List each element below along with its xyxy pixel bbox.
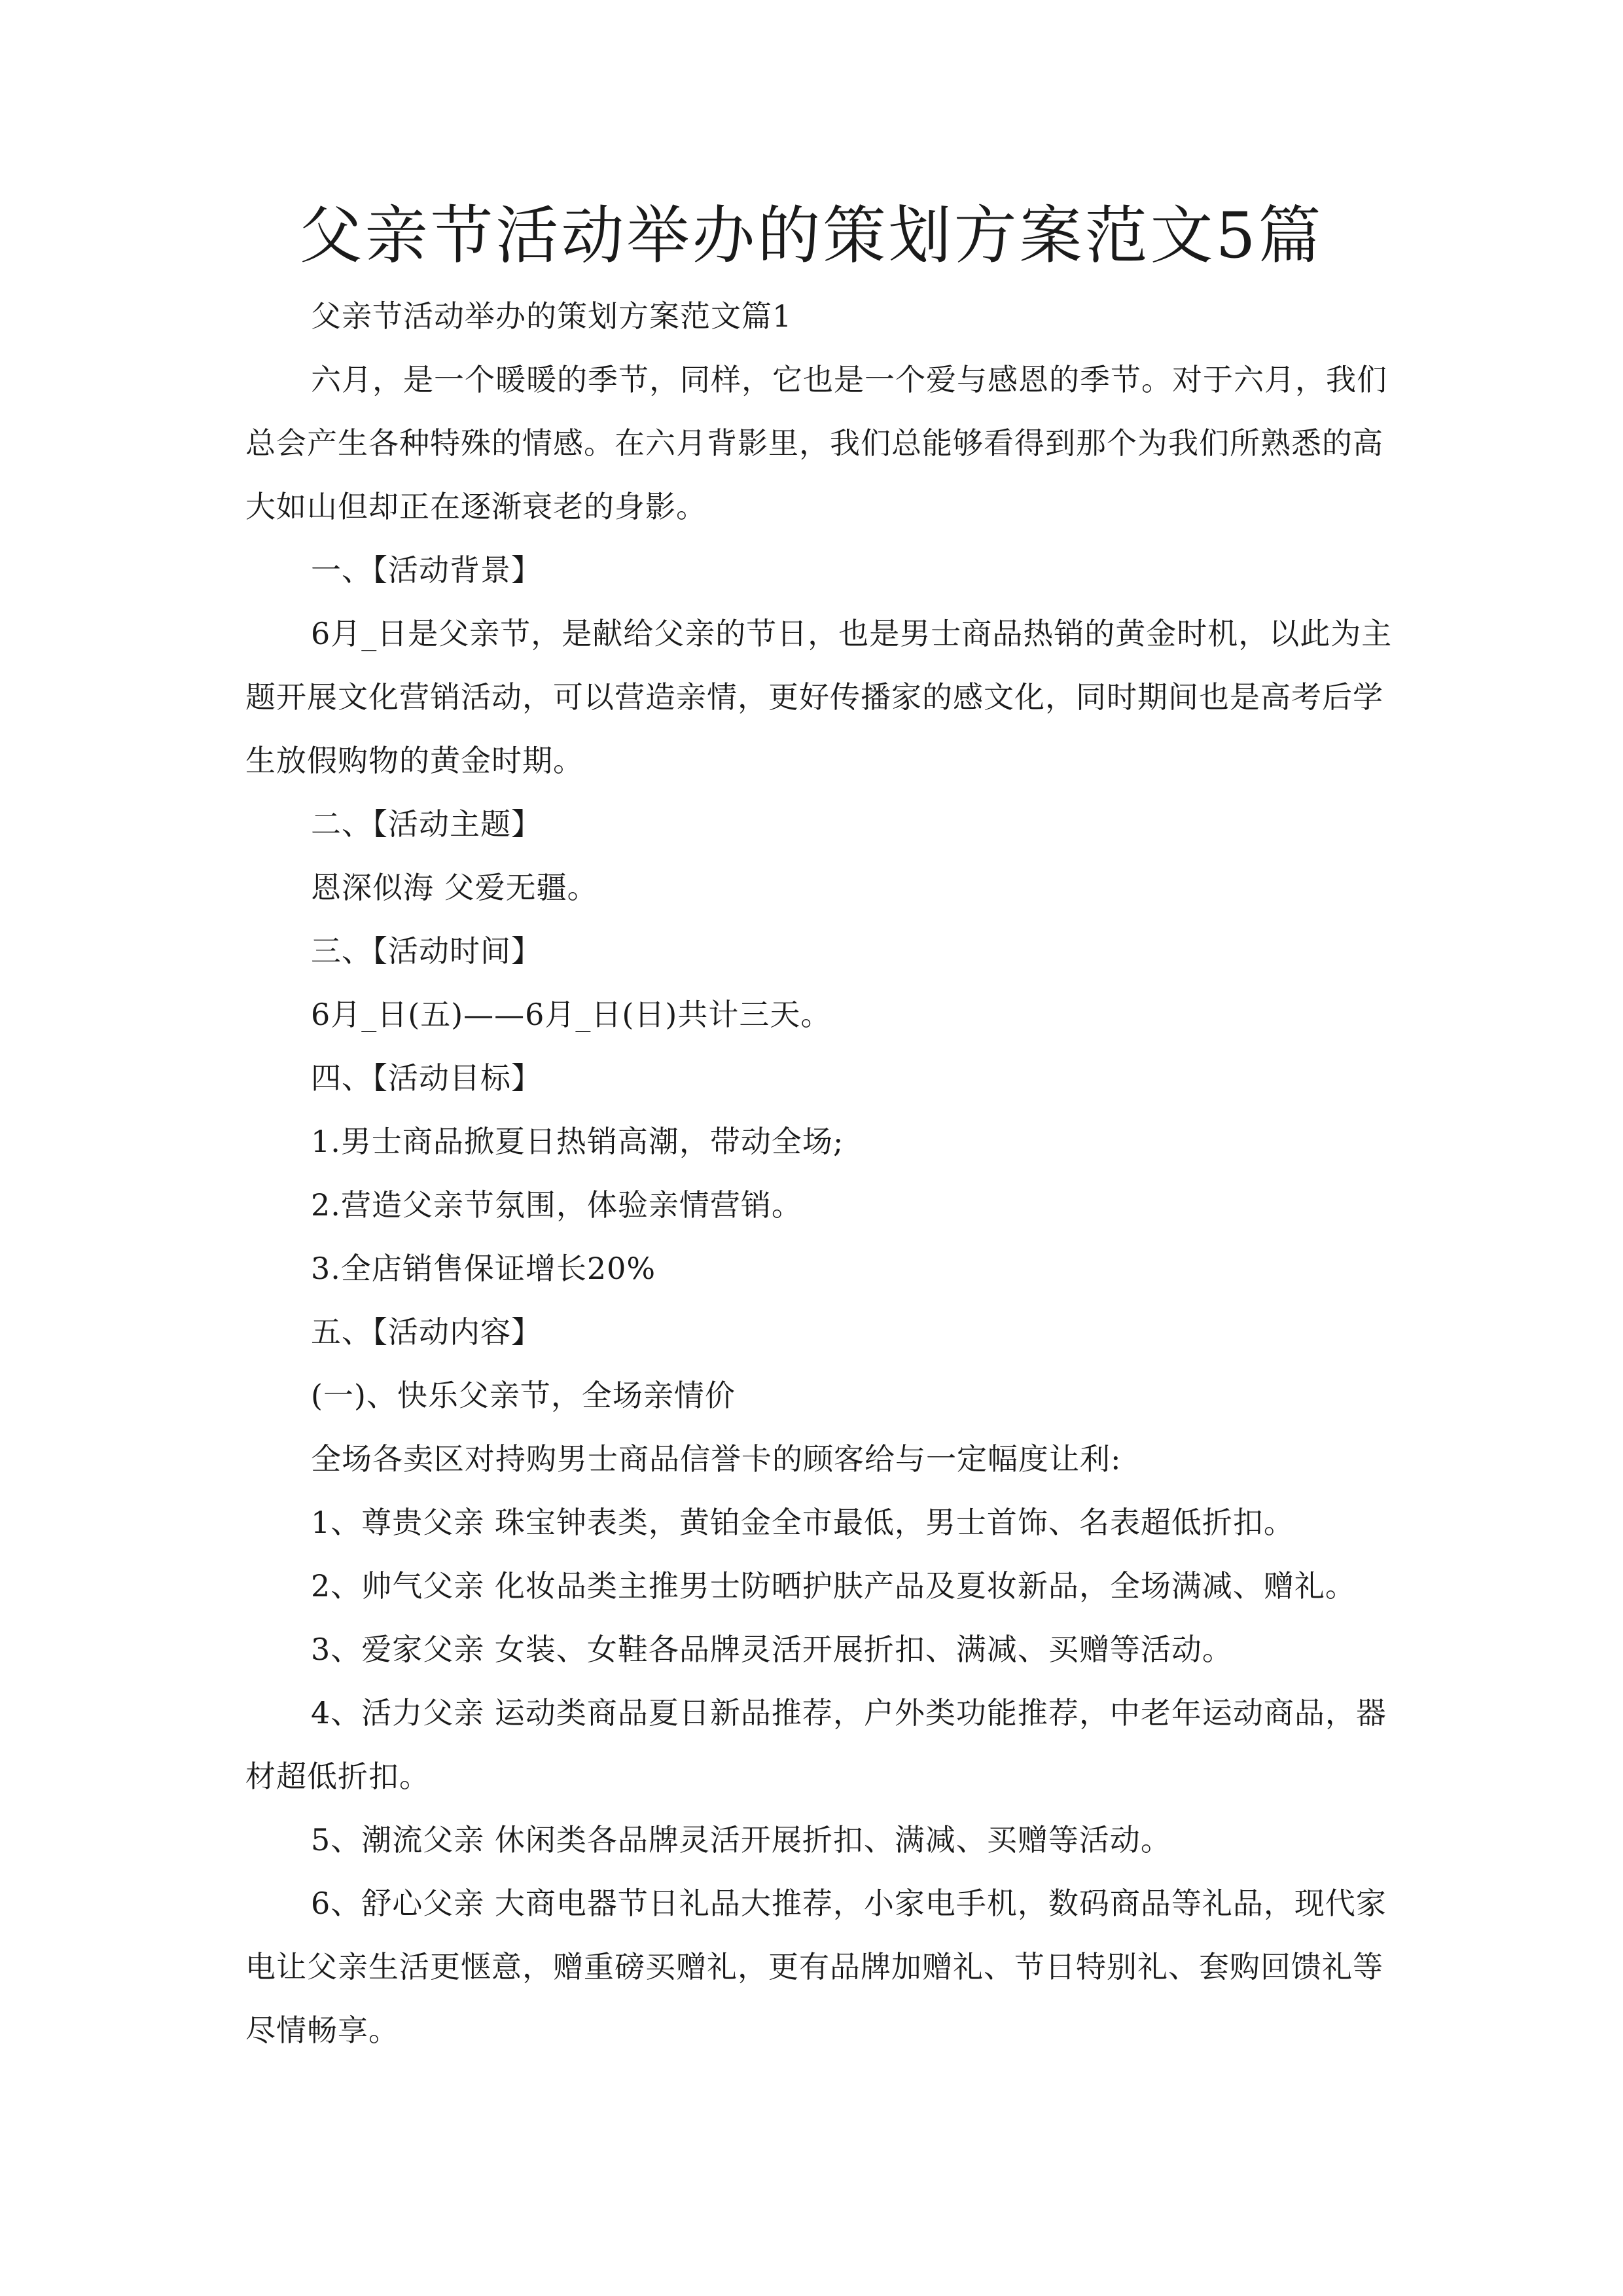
content-item-4: 4、活力父亲 运动类商品夏日新品推荐，户外类功能推荐，中老年运动商品，器材超低折扣。 <box>245 1695 1387 1794</box>
theme-text: 恩深似海 父爱无疆。 <box>311 870 598 905</box>
intro-paragraph: 六月，是一个暖暖的季节，同样，它也是一个爱与感恩的季节。对于六月，我们总会产生各种特殊的情感。在六月背影里，我们总能够看得到那个为我们所熟悉的高大如山但却正在逐渐衰老的身影。 <box>245 362 1387 524</box>
content-item-5: 5、潮流父亲 休闲类各品牌灵活开展折扣、满减、买赠等活动。 <box>311 1822 1171 1857</box>
goal-item-3: 3.全店销售保证增长20% <box>311 1251 656 1286</box>
content-item-6: 6、舒心父亲 大商电器节日礼品大推荐，小家电手机，数码商品等礼品，现代家电让父亲生活更惬意，赠重磅买赠礼，更有品牌加赠礼、节日特别礼、套购回馈礼等尽情畅享。 <box>245 1886 1387 2048</box>
heading-time: 三、【活动时间】 <box>311 933 542 969</box>
time-text: 6月_日(五)——6月_日(日)共计三天。 <box>311 997 832 1032</box>
section-heading-article-1: 父亲节活动举办的策划方案范文篇1 <box>311 298 793 334</box>
heading-content: 五、【活动内容】 <box>311 1314 542 1350</box>
content-item-1: 1、尊贵父亲 珠宝钟表类，黄铂金全市最低，男士首饰、名表超低折扣。 <box>311 1505 1294 1540</box>
heading-background: 一、【活动背景】 <box>311 552 542 588</box>
content-intro: 全场各卖区对持购男士商品信誉卡的顾客给与一定幅度让利: <box>311 1441 1122 1477</box>
goal-item-1: 1.男士商品掀夏日热销高潮，带动全场; <box>311 1124 844 1159</box>
content-item-2: 2、帅气父亲 化妆品类主推男士防晒护肤产品及夏妆新品，全场满减、赠礼。 <box>311 1568 1356 1604</box>
content-subheading-1: (一)、快乐父亲节，全场亲情价 <box>311 1378 736 1413</box>
goal-item-2: 2.营造父亲节氛围，体验亲情营销。 <box>311 1187 802 1223</box>
content-item-3: 3、爱家父亲 女装、女鞋各品牌灵活开展折扣、满减、买赠等活动。 <box>311 1632 1233 1667</box>
document-body <box>245 285 1404 2062</box>
heading-goals: 四、【活动目标】 <box>311 1060 542 1096</box>
heading-theme: 二、【活动主题】 <box>311 806 542 842</box>
background-paragraph: 6月_日是父亲节，是献给父亲的节日，也是男士商品热销的黄金时机，以此为主题开展文化营销活动，可以营造亲情，更好传播家的感文化，同时期间也是高考后学生放假购物的黄金时期。 <box>245 616 1393 778</box>
document-title: 父亲节活动举办的策划方案范文5篇 <box>299 199 1324 272</box>
